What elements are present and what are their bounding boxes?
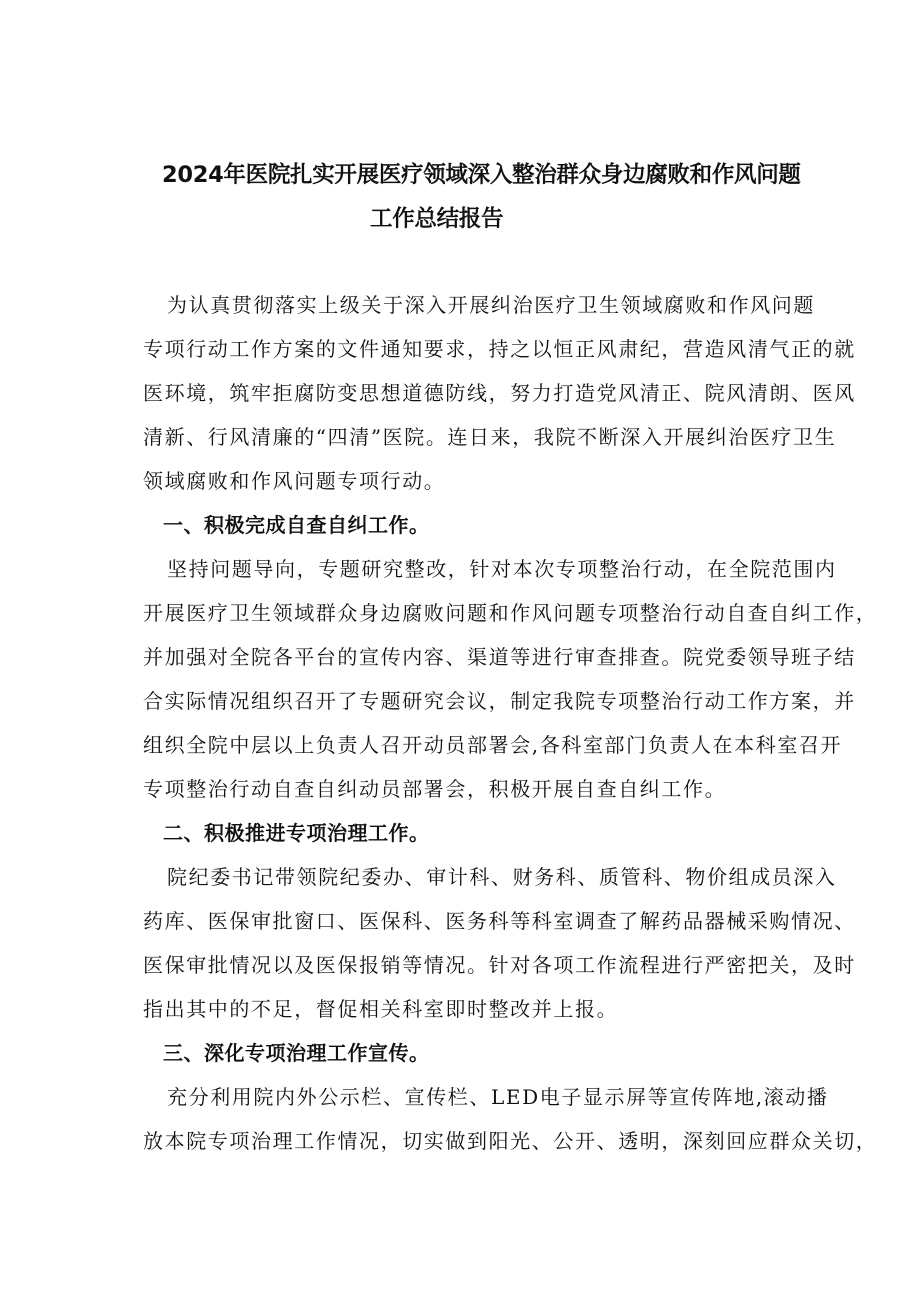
section-2-line: 医保审批情况以及医保报销等情况。针对各项工作流程进行严密把关，及时 (143, 953, 856, 977)
document-title-line-2: 工作总结报告 (370, 206, 504, 232)
intro-line: 为认真贯彻落实上级关于深入开展纠治医疗卫生领域腐败和作风问题 (167, 293, 815, 317)
section-1-line: 组织全院中层以上负责人召开动员部署会,各科室部门负责人在本科室召开 (143, 733, 843, 757)
section-3-heading: 三、深化专项治理工作宣传。 (163, 1041, 430, 1065)
intro-line: 领域腐败和作风问题专项行动。 (143, 469, 446, 493)
section-1-line: 专项整治行动自查自纠动员部署会，积极开展自查自纠工作。 (143, 777, 727, 801)
section-3-line: 充分利用院内外公示栏、宣传栏、LED电子显示屏等宣传阵地,滚动播 (167, 1085, 829, 1109)
section-1-line: 并加强对全院各平台的宣传内容、渠道等进行审查排查。院党委领导班子结 (143, 645, 856, 669)
section-3-line: 放本院专项治理工作情况，切实做到阳光、公开、透明，深刻回应群众关切， (143, 1129, 878, 1153)
section-1-line: 开展医疗卫生领域群众身边腐败问题和作风问题专项整治行动自查自纠工作， (143, 601, 878, 625)
intro-line: 医环境，筑牢拒腐防变思想道德防线，努力打造党风清正、院风清朗、医风 (143, 381, 856, 405)
section-2-line: 指出其中的不足，督促相关科室即时整改并上报。 (143, 997, 619, 1021)
document-body (143, 283, 878, 1163)
intro-line: 清新、行风清廉的“四清”医院。连日来，我院不断深入开展纠治医疗卫生 (143, 425, 837, 449)
section-1-line: 坚持问题导向，专题研究整改，针对本次专项整治行动，在全院范围内 (167, 557, 837, 581)
section-1-heading: 一、积极完成自查自纠工作。 (163, 513, 430, 537)
section-2-line: 药库、医保审批窗口、医保科、医务科等科室调查了解药品器械采购情况、 (143, 909, 856, 933)
section-1-line: 合实际情况组织召开了专题研究会议，制定我院专项整治行动工作方案，并 (143, 689, 856, 713)
intro-line: 专项行动工作方案的文件通知要求，持之以恒正风肃纪，营造风清气正的就 (143, 337, 856, 361)
document-title-line-1: 2024年医院扎实开展医疗领域深入整治群众身边腐败和作风问题 (162, 162, 801, 188)
section-2-heading: 二、积极推进专项治理工作。 (163, 821, 430, 845)
section-2-line: 院纪委书记带领院纪委办、审计科、财务科、质管科、物价组成员深入 (167, 865, 837, 889)
